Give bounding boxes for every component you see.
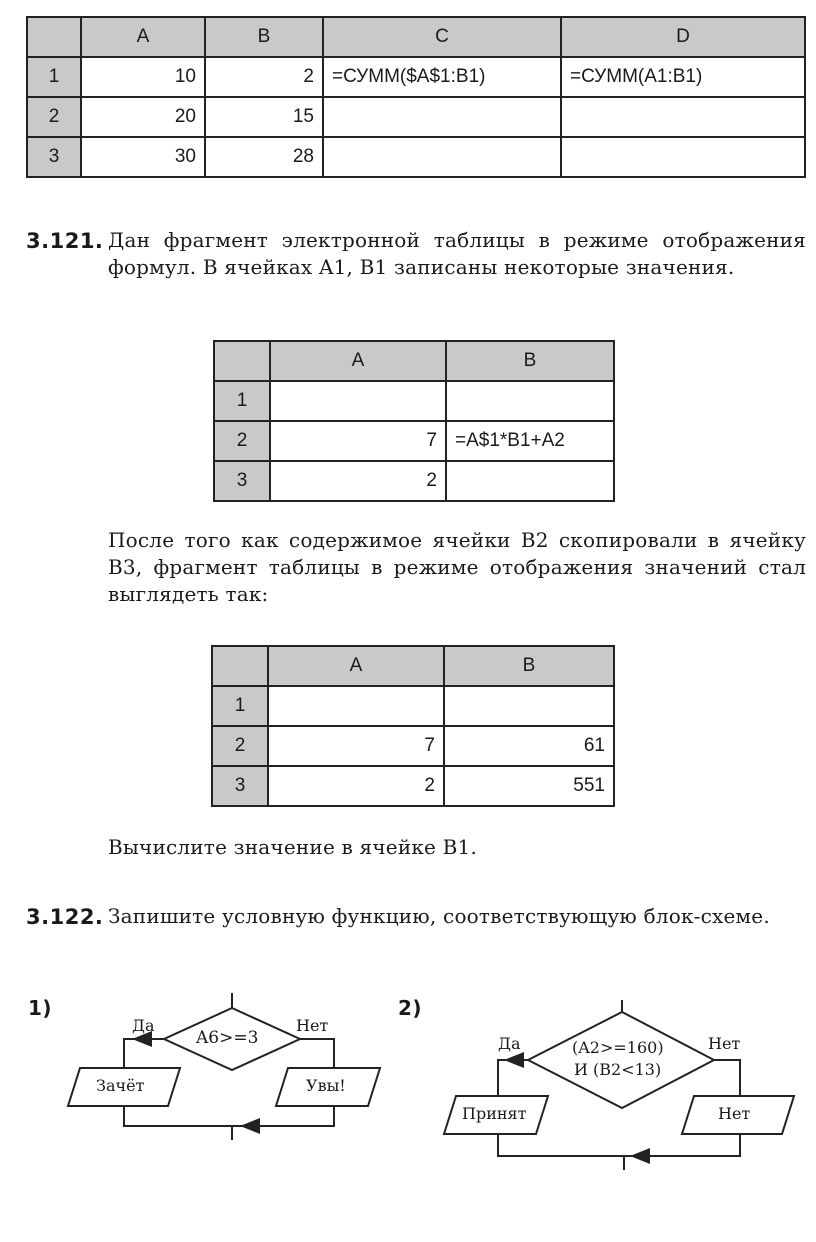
col-header-b: B	[444, 646, 614, 686]
col-header-b: B	[446, 341, 614, 381]
row-header: 3	[214, 461, 270, 501]
cell-a3: 2	[268, 766, 444, 806]
cell-b2: 61	[444, 726, 614, 766]
col-header-a: A	[268, 646, 444, 686]
flow1-merge-right	[232, 1106, 334, 1126]
col-header-d: D	[561, 17, 805, 57]
row-header: 1	[212, 686, 268, 726]
problem-number-122: 3.122.	[26, 905, 104, 929]
flow2-no-line	[714, 1060, 740, 1096]
cell-b3: 551	[444, 766, 614, 806]
cell-b2: 15	[205, 97, 323, 137]
flow2-merge-left	[498, 1134, 624, 1156]
cell-a2: 7	[270, 421, 446, 461]
cell-d1: =СУММ(A1:B1)	[561, 57, 805, 97]
problem-text-121: Дан фрагмент электронной таблицы в режиме отображения формул. В ячейках A1, B1 записаны некоторые значения.	[108, 228, 806, 279]
flow2-number: 2)	[398, 996, 423, 1020]
flowchart-2	[444, 1000, 794, 1170]
flow1-no-action: Увы!	[306, 1076, 346, 1095]
col-header-b: B	[205, 17, 323, 57]
problem-text-122: Запишите условную функцию, соответствующую блок-схеме.	[108, 904, 770, 928]
cell-a2: 20	[81, 97, 205, 137]
flow1-yes-label: Да	[132, 1016, 155, 1035]
row-header: 3	[212, 766, 268, 806]
row-header: 2	[27, 97, 81, 137]
flowchart-1	[68, 993, 380, 1140]
row-header: 1	[27, 57, 81, 97]
col-header-c: C	[323, 17, 561, 57]
cell-a1: 10	[81, 57, 205, 97]
flow2-condition-line2: И (B2<13)	[574, 1060, 662, 1079]
row-header: 2	[214, 421, 270, 461]
flow1-merge-left	[124, 1106, 232, 1126]
flow2-no-label: Нет	[708, 1034, 741, 1053]
problem-middle-text-121: После того как содержимое ячейки B2 скопировали в ячейку B3, фрагмент таблицы в режиме отображения значений стал выглядеть так:	[108, 528, 806, 606]
row-header: 1	[214, 381, 270, 421]
cell-c1: =СУММ($A$1:B1)	[323, 57, 561, 97]
cell-b2: =A$1*B1+A2	[446, 421, 614, 461]
row-header: 2	[212, 726, 268, 766]
cell-a3: 2	[270, 461, 446, 501]
flow1-number: 1)	[28, 996, 53, 1020]
row-header: 3	[27, 137, 81, 177]
flow1-no-label: Нет	[296, 1016, 329, 1035]
problem-number-121: 3.121.	[26, 229, 104, 253]
flow2-yes-action: Принят	[462, 1104, 527, 1123]
flow1-yes-line	[124, 1039, 164, 1068]
cell-b1: 2	[205, 57, 323, 97]
flow1-yes-action: Зачёт	[96, 1076, 145, 1095]
flow2-yes-line	[498, 1060, 528, 1096]
cell-a3: 30	[81, 137, 205, 177]
cell-b3: 28	[205, 137, 323, 177]
cell-a2: 7	[268, 726, 444, 766]
flow1-condition: A6>=3	[196, 1028, 259, 1048]
flow1-no-line	[300, 1039, 334, 1068]
flow2-yes-label: Да	[498, 1034, 521, 1053]
flow2-merge-right	[624, 1134, 740, 1156]
col-header-a: A	[81, 17, 205, 57]
flow2-no-action: Нет	[718, 1104, 751, 1123]
flow2-condition-line1: (A2>=160)	[572, 1038, 664, 1057]
col-header-a: A	[270, 341, 446, 381]
problem-question-121: Вычислите значение в ячейке B1.	[108, 835, 478, 859]
